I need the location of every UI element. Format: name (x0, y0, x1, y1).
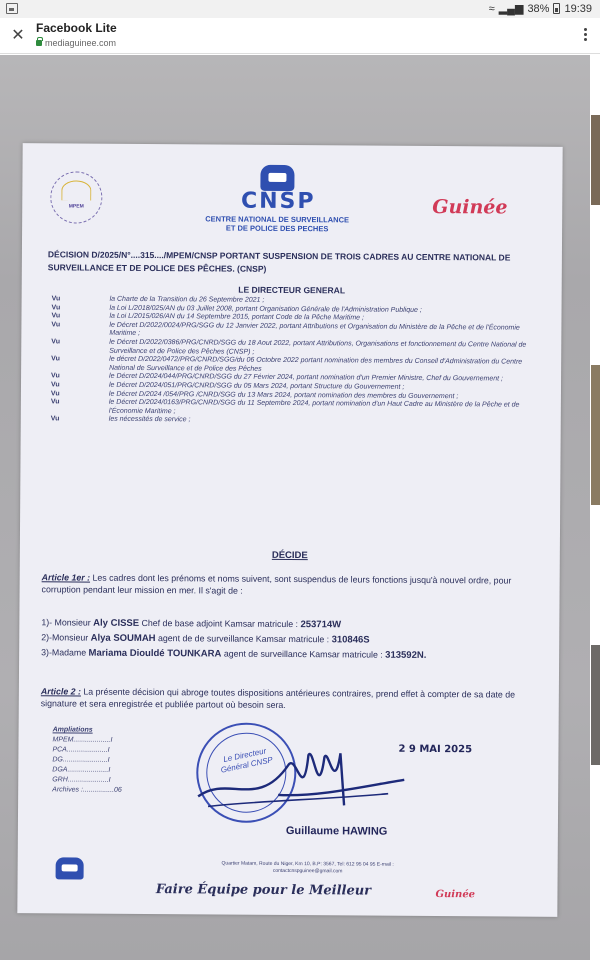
wifi-icon: ≈ (488, 2, 495, 15)
article-2-label: Article 2 : (40, 686, 81, 697)
signer-name: Guillaume HAWING (285, 824, 388, 838)
article-2-text: La présente décision qui abroge toutes dispositions antérieures contraires, prend effet à compter de sa date de signature et sera enregistrée et publiée partout où besoin sera. (40, 686, 516, 710)
vu-item: Vu le Décret D/2022/0386/PRG/CNRD/SGG du 18 Aout 2022, portant Attributions, Organisations et fonctionnement du Centre National de Surveillance et de Police des Pêches (CNSP) ; (51, 338, 527, 356)
adjacent-feed-edge (590, 55, 600, 960)
menu-dot-icon (584, 33, 587, 36)
mpem-emblem-icon (61, 180, 91, 200)
menu-dot-icon (584, 38, 587, 41)
ampliation-item: DGA.....................I (52, 766, 111, 774)
org-name-line1: CENTRE NATIONAL DE SURVEILLANCE (205, 214, 350, 225)
vu-item: Vu la Loi L/2018/025/AN du 03 Juillet 2008, portant Organisation Générale de l'Administration Publique ; (51, 303, 422, 314)
vu-list (51, 295, 542, 427)
ampliation-item: DG.......................I (52, 756, 110, 764)
member-item: 2)-Monsieur Alya SOUMAH agent de de surveillance Kamsar matricule : 310846S (41, 632, 370, 646)
browser-app-bar (0, 18, 600, 54)
vu-item: Vu le Décret D/2024 /054/PRG /CNRD/SGG du 13 Mars 2024, portant nomination des membres du Gouvernement ; (50, 389, 459, 400)
overflow-menu-button[interactable] (582, 26, 588, 46)
vu-item: Vu la Charte de la Transition du 26 Septembre 2021 ; (51, 295, 265, 304)
cnsp-emblem-icon (260, 165, 294, 191)
signature-date: 2 9 MAI 2025 (398, 743, 473, 756)
decision-document (17, 143, 562, 917)
vu-item: Vu le Décret D/2024/0163/PRG/CNRD/SGG du 11 Septembre 2024, portant nomination d'un Haut Cadre au Ministère de la Pêche et de l'Économie Maritime ; (50, 398, 520, 415)
feed-thumbnail (591, 115, 600, 205)
photo-background (0, 55, 590, 960)
document-photo (17, 143, 562, 917)
signal-icon: ▂▄▆ (498, 3, 524, 15)
member-item: 3)-Madame Mariama Diouldé TOUNKARA agent de surveillance Kamsar matricule : 313592N. (41, 647, 427, 661)
vu-item: Vu la Loi L/2015/026/AN du 14 Septembre 2015, portant Code de la Pêche Maritime ; (51, 312, 365, 322)
mpem-logo-text: MPEM (68, 203, 84, 210)
ampliation-item: PCA.....................I (52, 746, 110, 754)
feed-thumbnail (591, 645, 600, 765)
stamp-text: Le Directeur Général CNSP (219, 746, 274, 775)
vu-item: Vu le Décret D/2024/051/PRG/CNRD/SGG du 05 Mars 2024, portant Structure du Gouvernement ; (50, 381, 405, 391)
article-2 (41, 685, 531, 712)
org-name-line2: ET DE POLICE DES PECHES (225, 223, 329, 234)
feed-thumbnail (591, 365, 600, 505)
vu-item: Vu le Décret D/2022/0024/PRG/SGG du 12 Janvier 2022, portant Attributions et Organisation du Ministère de la Pêche et de l'Économie Maritime ; (51, 321, 520, 338)
battery-level: 38% (527, 2, 550, 15)
lock-icon (36, 40, 42, 46)
mpem-logo (50, 171, 102, 223)
vu-item: Vu les nécessités de service ; (50, 415, 191, 424)
ampliation-item: Archives :................06 (52, 786, 122, 794)
ampliations-title: Ampliations (52, 726, 93, 734)
footer-cnsp-emblem-icon (56, 857, 84, 879)
decision-title: DÉCISION D/2025/N°....315..../MPEM/CNSP PORTANT SUSPENSION DE TROIS CADRES AU CENTRE NATIONAL DE SURVEILLANCE ET DE POLICE DES PÊCHES. (CNSP) (47, 249, 511, 274)
vu-item: Vu le Décret D/2024/044/PRG/CNRD/SGG du 27 Février 2024, portant nomination d'un Premier Ministre, Chef du Gouvernement ; (51, 372, 504, 383)
decide-heading: DÉCIDE (271, 549, 308, 562)
close-button[interactable]: ✕ (11, 27, 25, 44)
gallery-icon (6, 3, 18, 14)
battery-icon (553, 3, 560, 14)
signature (168, 734, 409, 826)
ampliation-item: MPEM...................I (52, 736, 113, 744)
cnsp-logo-word: CNSP (240, 188, 316, 215)
clock: 19:39 (564, 2, 592, 15)
footer-address: Quartier Matam, Route du Niger, Km 10, B.P: 3567, Tel: 612 95 04 95 E-mail : contactcnspguinee@gmail.com (221, 860, 394, 875)
motto: Faire Équipe pour le Meilleur (155, 882, 372, 899)
ampliations (52, 725, 172, 796)
menu-dot-icon (584, 28, 587, 31)
vu-item: Vu le décret D/2022/0472/PRG/CNRD/SGG/du 06 Octobre 2022 portant nomination des membres du Conseil d'Administration du Centre National de Surveillance et de Police des Pêches (51, 355, 523, 373)
directeur-heading: LE DIRECTEUR GENERAL (238, 284, 346, 296)
status-right (489, 2, 592, 15)
ampliation-item: GRH.....................I (52, 776, 111, 784)
footer-guinee-logo: Guinée (435, 889, 476, 901)
app-title: Facebook Lite (36, 21, 117, 35)
page-url[interactable] (36, 38, 116, 48)
guinee-brand-logo: Guinée (432, 195, 508, 219)
article-1-label: Article 1er : (41, 572, 91, 583)
org-name (142, 214, 412, 234)
article-1 (42, 571, 532, 598)
suspended-members-list (41, 615, 521, 663)
member-item: 1)- Monsieur Aly CISSE Chef de base adjoint Kamsar matricule : 253714W (41, 617, 342, 631)
web-content[interactable] (0, 55, 600, 960)
status-bar (0, 0, 600, 18)
url-text: mediaguinee.com (45, 38, 117, 48)
article-1-text: Les cadres dont les prénoms et noms suivent, sont suspendus de leurs fonctions jusqu'à nouvel ordre, pour corruption pendant leur mission en mer. Il s'agit de : (41, 572, 512, 596)
